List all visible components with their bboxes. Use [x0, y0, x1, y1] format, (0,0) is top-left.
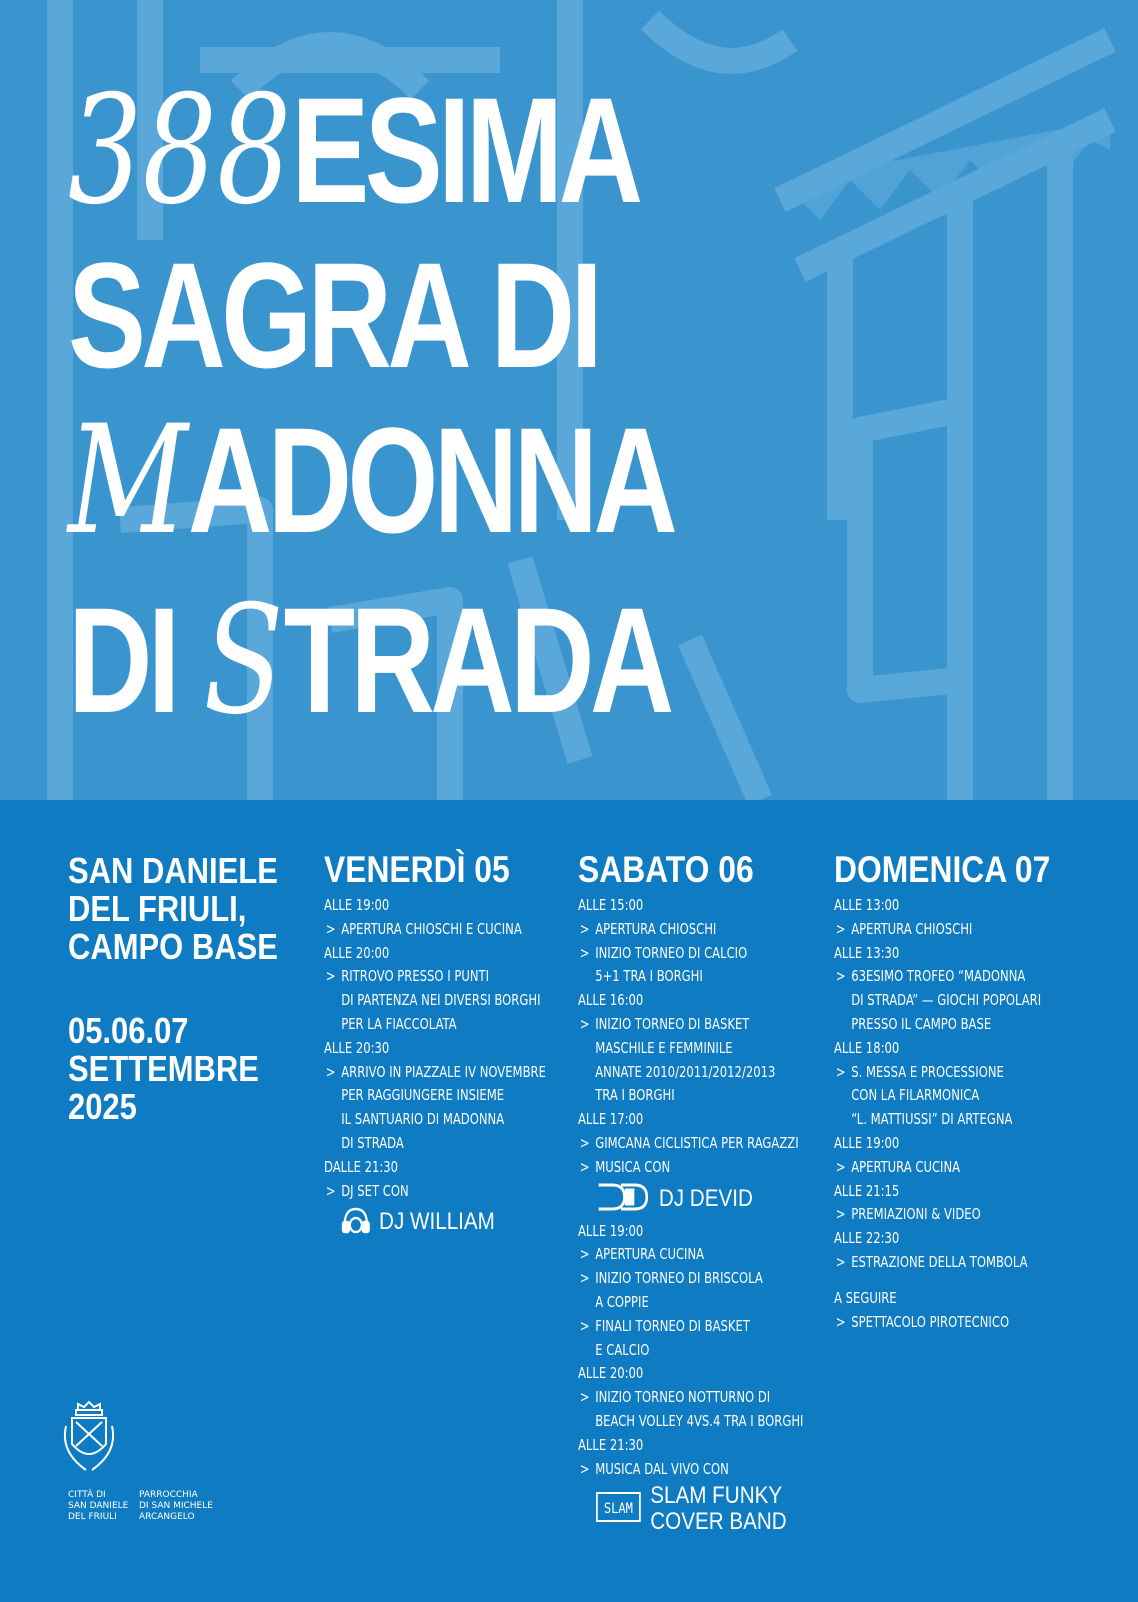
title-di: DI	[68, 576, 176, 744]
schedule-item	[578, 1156, 803, 1180]
schedule-item	[578, 1315, 803, 1339]
schedule-item-text: INIZIO TORNEO DI CALCIO	[595, 943, 748, 962]
location-line: DEL FRIULI,	[68, 888, 247, 929]
schedule-item-text: INIZIO TORNEO NOTTURNO DI	[595, 1388, 771, 1407]
schedule-time: A SEGUIRE	[834, 1288, 897, 1307]
location-line: CAMPO BASE	[68, 926, 278, 967]
day-header: DOMENICA 07	[834, 849, 1051, 890]
arrow-icon: >	[579, 1133, 590, 1152]
schedule-item: DI STRADA” — GIOCHI POPOLARI	[851, 991, 1042, 1010]
schedule-item-text: APERTURA CUCINA	[851, 1157, 961, 1176]
city-caption	[68, 1490, 128, 1523]
schedule-item-text: APERTURA CUCINA	[595, 1245, 705, 1264]
title-esima: ESIMA	[291, 66, 639, 234]
schedule-time: ALLE 19:00	[578, 1221, 644, 1240]
arrow-icon: >	[835, 1205, 846, 1224]
schedule-item: “L. MATTIUSSI” DI ARTEGNA	[851, 1110, 1013, 1129]
arrow-icon: >	[325, 1062, 336, 1081]
schedule-item	[578, 1132, 803, 1156]
schedule-item-text: S. MESSA E PROCESSIONE	[851, 1062, 1004, 1081]
schedule-item-text: APERTURA CHIOSCHI E CUCINA	[341, 919, 522, 938]
day-header: VENERDÌ 05	[324, 849, 510, 890]
schedule-item-text: INIZIO TORNEO DI BRISCOLA	[595, 1269, 763, 1288]
performer-name-line: COVER BAND	[650, 1508, 787, 1536]
schedule-item	[834, 1203, 1050, 1227]
title-line-1	[68, 64, 639, 238]
schedule-item	[834, 965, 1050, 989]
arrow-icon: >	[579, 943, 590, 962]
title-line-4	[68, 574, 670, 748]
title-adonna: ADONNA	[187, 396, 674, 564]
title-line-3	[68, 394, 674, 568]
schedule-time: ALLE 20:00	[578, 1364, 644, 1383]
schedule-item	[834, 918, 1050, 942]
coat-of-arms-icon	[60, 1400, 118, 1476]
schedule-time: ALLE 13:00	[834, 896, 900, 914]
schedule-item-text: ESTRAZIONE DELLA TOMBOLA	[851, 1252, 1028, 1271]
parish-caption-line: ARCANGELO	[139, 1512, 195, 1522]
day-header: SABATO 06	[578, 849, 754, 890]
schedule-item	[578, 1386, 803, 1410]
title-trada: TRADA	[283, 576, 670, 744]
performer-name: DJ DEVID	[658, 1184, 753, 1212]
schedule-item	[578, 1013, 803, 1037]
schedule-item-text: DJ SET CON	[341, 1181, 409, 1200]
performer-name: DJ WILLIAM	[379, 1208, 495, 1236]
arrow-icon: >	[835, 1157, 846, 1176]
schedule-item	[834, 1251, 1050, 1275]
schedule-item	[578, 1243, 803, 1267]
arrow-icon: >	[579, 1316, 590, 1335]
dd-icon	[595, 1182, 650, 1216]
arrow-icon: >	[579, 1459, 590, 1478]
schedule-item: PRESSO IL CAMPO BASE	[851, 1014, 992, 1033]
arrow-icon: >	[579, 1157, 590, 1176]
schedule-time: ALLE 21:15	[834, 1181, 900, 1200]
title-script-s: S	[203, 574, 284, 748]
hero-section	[0, 0, 1138, 800]
schedule-item-text: MUSICA CON	[595, 1157, 671, 1176]
schedule-item: DI PARTENZA NEI DIVERSI BORGHI	[341, 991, 541, 1010]
schedule-item-text: RITROVO PRESSO I PUNTI	[341, 967, 490, 986]
schedule-item-text: APERTURA CHIOSCHI	[851, 919, 973, 938]
schedule-item-text: SPETTACOLO PIROTECNICO	[851, 1312, 1010, 1331]
arrow-icon: >	[579, 1388, 590, 1407]
arrow-icon: >	[835, 919, 846, 938]
schedule-item: TRA I BORGHI	[595, 1086, 675, 1105]
schedule-item-text: FINALI TORNEO DI BASKET	[595, 1316, 750, 1335]
title-line-2: SAGRA DI	[68, 231, 599, 399]
title-script-m: M	[68, 394, 188, 568]
arrow-icon: >	[835, 1252, 846, 1271]
schedule-time: ALLE 22:30	[834, 1229, 900, 1248]
schedule-item: MASCHILE E FEMMINILE	[595, 1038, 733, 1057]
schedule-item	[324, 1180, 546, 1204]
performer-name-line: SLAM FUNKY	[650, 1482, 783, 1510]
arrow-icon: >	[835, 967, 846, 986]
schedule-time: ALLE 19:00	[324, 896, 390, 914]
city-caption-line: DEL FRIULI	[68, 1512, 117, 1522]
dates-line: SETTEMBRE	[68, 1048, 259, 1089]
parish-caption-line: DI SAN MICHELE	[139, 1501, 213, 1511]
slam-icon	[595, 1491, 641, 1527]
schedule-item-text: MUSICA DAL VIVO CON	[595, 1459, 729, 1478]
location-line: SAN DANIELE	[68, 850, 278, 891]
schedule-item	[834, 1061, 1050, 1085]
svg-text:SLAM: SLAM	[603, 1501, 633, 1518]
schedule-item-text: INIZIO TORNEO DI BASKET	[595, 1014, 750, 1033]
schedule-item	[578, 1458, 803, 1482]
schedule-item: BEACH VOLLEY 4VS.4 TRA I BORGHI	[595, 1411, 804, 1430]
schedule-item: ANNATE 2010/2011/2012/2013	[595, 1062, 776, 1081]
performer	[578, 1483, 803, 1535]
schedule-time: ALLE 16:00	[578, 991, 644, 1010]
schedule-time: ALLE 18:00	[834, 1038, 900, 1057]
arrow-icon: >	[579, 1014, 590, 1033]
schedule-item	[324, 918, 546, 942]
arrow-icon: >	[325, 919, 336, 938]
day-column-sunday	[834, 850, 1086, 1334]
arrow-icon: >	[325, 1181, 336, 1200]
schedule-time: ALLE 20:30	[324, 1038, 390, 1057]
arrow-icon: >	[835, 1312, 846, 1331]
schedule-time: ALLE 13:30	[834, 943, 900, 962]
schedule-item	[324, 1061, 546, 1085]
spacer	[834, 1275, 1050, 1287]
schedule-time: DALLE 21:30	[324, 1157, 399, 1176]
arrow-icon: >	[579, 1269, 590, 1288]
schedule-item: 5+1 TRA I BORGHI	[595, 967, 703, 986]
arrow-icon: >	[325, 967, 336, 986]
arrow-icon: >	[579, 1245, 590, 1264]
day-column-saturday	[578, 850, 840, 1539]
headphones-icon	[341, 1205, 370, 1239]
dates-block	[68, 1012, 259, 1126]
schedule-item	[834, 1156, 1050, 1180]
schedule-item-text: PREMIAZIONI & VIDEO	[851, 1205, 981, 1224]
schedule-item	[834, 1311, 1050, 1335]
dates-line: 05.06.07	[68, 1010, 189, 1051]
schedule-item	[578, 918, 803, 942]
schedule-item-text: ARRIVO IN PIAZZALE IV NOVEMBRE	[341, 1062, 546, 1081]
schedule-item: DI STRADA	[341, 1133, 404, 1152]
location-block	[68, 852, 278, 966]
parish-caption	[139, 1490, 213, 1523]
schedule-item: A COPPIE	[595, 1292, 649, 1311]
schedule-item: CON LA FILARMONICA	[851, 1086, 980, 1105]
day-column-friday	[324, 850, 582, 1243]
schedule-item: IL SANTUARIO DI MADONNA	[341, 1110, 505, 1129]
schedule-item-text: 63ESIMO TROFEO “MADONNA	[851, 967, 1026, 986]
schedule-item	[578, 1267, 803, 1291]
schedule-time: ALLE 21:30	[578, 1435, 644, 1454]
city-caption-line: SAN DANIELE	[68, 1501, 129, 1511]
schedule-item: PER LA FIACCOLATA	[341, 1014, 457, 1033]
schedule-item	[578, 942, 803, 966]
performer-name	[650, 1483, 786, 1535]
schedule-time: ALLE 19:00	[834, 1133, 900, 1152]
schedule-time: ALLE 20:00	[324, 943, 390, 962]
arrow-icon: >	[579, 919, 590, 938]
schedule-item: PER RAGGIUNGERE INSIEME	[341, 1086, 505, 1105]
parish-caption-line: PARROCCHIA	[139, 1490, 198, 1500]
schedule-item: E CALCIO	[595, 1340, 650, 1359]
schedule-item-text: GIMCANA CICLISTICA PER RAGAZZI	[595, 1133, 799, 1152]
title-script-388: 388	[68, 64, 292, 238]
schedule-time: ALLE 17:00	[578, 1110, 644, 1129]
city-caption-line: CITTÀ DI	[68, 1490, 106, 1500]
schedule-item-text: APERTURA CHIOSCHI	[595, 919, 717, 938]
schedule-time: ALLE 15:00	[578, 896, 644, 914]
arrow-icon: >	[835, 1062, 846, 1081]
performer	[578, 1182, 803, 1216]
performer	[324, 1205, 546, 1239]
schedule-item	[324, 965, 546, 989]
dates-line: 2025	[68, 1086, 137, 1127]
coat-of-arms-logo	[60, 1400, 118, 1480]
